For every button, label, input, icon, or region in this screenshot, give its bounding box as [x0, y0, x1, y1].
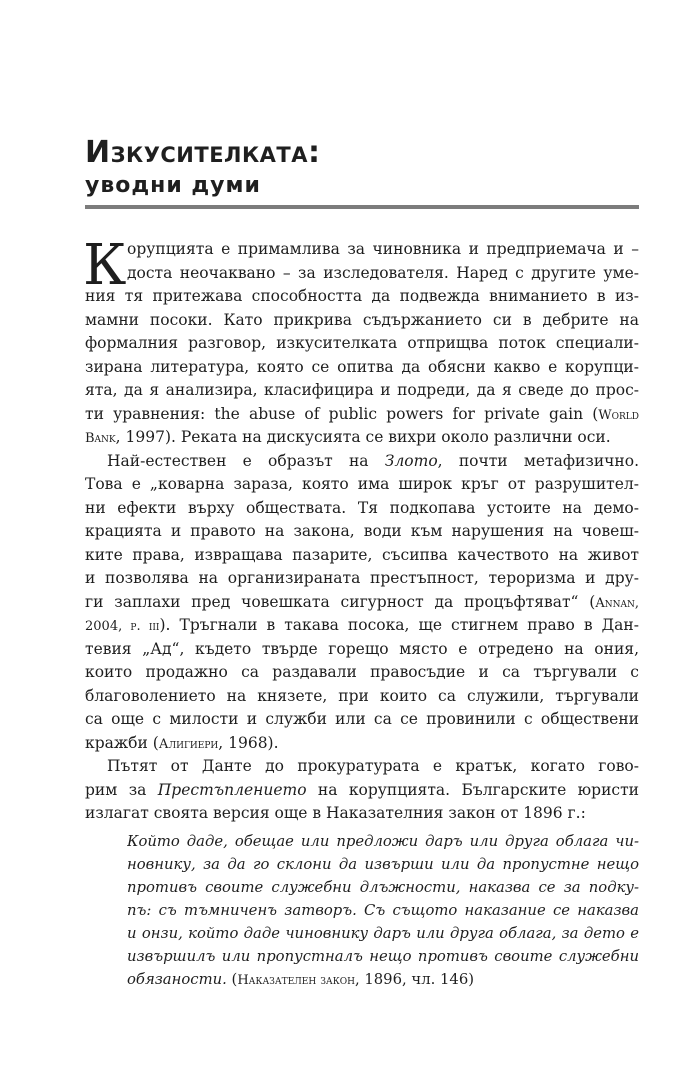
chapter-heading: [85, 134, 639, 209]
text-line: излагат своята версия още в Наказателния закон от 1896 г.:: [85, 804, 586, 822]
text-line: [85, 614, 639, 638]
chapter-title: Изкусителката:: [85, 135, 321, 170]
emphasis-text: обязаности.: [127, 970, 227, 988]
body-text: [83, 233, 639, 991]
line-text: рим за: [85, 780, 158, 799]
line-text: , 1997). Реката на дискусията се вихри около различни оси.: [115, 428, 611, 446]
line-text: , 1968).: [218, 733, 279, 752]
paragraph-3: [85, 755, 639, 826]
text-line: [85, 403, 639, 427]
text-line: доста неочаквано – за изследователя. Наред с другите уме-: [127, 263, 639, 282]
paragraph-2: [85, 450, 639, 756]
text-line: които продажно са раздавали правосъдие и са търгували с: [85, 663, 639, 681]
emphasis-text: Злото: [384, 451, 438, 470]
text-line: тевия „Ад“, където твърде горещо място е отредено на ония,: [85, 639, 639, 658]
text-line: мамни посоки. Като прикрива съдържанието си в дебрите на: [85, 310, 639, 329]
quote-line: и онзи, който даде чиновнику даръ или друга облага, за дето е: [127, 924, 639, 942]
text-line: ния тя притежава способността да подвежда вниманието в из-: [85, 287, 639, 305]
line-text: ти уравнения: the abuse of public powers for private gain (: [85, 404, 599, 423]
drop-cap: К: [83, 233, 127, 298]
line-text: ги заплахи пред човешката сигурност да процъфтяват“ (: [85, 592, 596, 611]
text-line: благоволението на князете, при които са служили, търгували: [85, 686, 639, 705]
line-text: ). Тръгнали в такава посока, ще стигнем право в Дан-: [159, 616, 639, 634]
text-line: Пътят от Данте до прокуратурата е кратък, когато гово-: [107, 757, 639, 775]
text-line: са още с милости и служби или са се провинили с обществени: [85, 710, 639, 728]
paragraph-1: [83, 233, 639, 450]
citation-author: Annan,: [595, 595, 639, 611]
line-text: , почти метафизично.: [437, 451, 639, 470]
text-line: формалния разговор, изкусителката отприщва поток специали-: [85, 334, 639, 352]
citation-author: World: [598, 407, 639, 423]
text-line: Това е „коварна зараза, която има широк кръг от разрушител-: [85, 475, 639, 493]
quote-line: новнику, за да го склони да извърши или да пропустне нещо: [127, 855, 639, 873]
text-line: ни ефекти върху обществата. Тя подкопава устоите на демо-: [85, 498, 639, 517]
text-line: ките права, изврaщава пазарите, съсипва качеството на живот: [85, 545, 639, 564]
emphasis-text: Престъплението: [157, 780, 307, 799]
text-line: [85, 591, 639, 615]
citation-ref: 2004, p. iii: [85, 619, 160, 634]
quote-line: Който даде, обещае или предложи даръ или друга облага чи-: [127, 832, 639, 850]
text-line: [85, 779, 639, 803]
line-text: Най-естествен е образът на: [107, 451, 385, 470]
citation-author: Bank: [85, 431, 116, 446]
text-line: [85, 450, 639, 474]
text-line: [85, 732, 639, 756]
block-quote: [127, 830, 639, 991]
quote-line: пъ: съ тъмниченъ затворъ. Съ същото наказание се наказва: [127, 901, 639, 919]
line-text: кражби (: [85, 733, 159, 752]
text-line: ята, да я анализира, класифицира и подреди, да я сведе до прос-: [85, 381, 639, 399]
text-line: и позволява на организираната престъпност, тероризма и дру-: [85, 569, 639, 587]
text-line: [85, 426, 639, 450]
text-line: крацията и правото на закона, води към нарушения на човеш-: [85, 522, 639, 540]
quote-line: извършилъ или пропустналъ нещо противъ своите служебни: [127, 947, 639, 965]
chapter-subtitle: уводни думи: [85, 173, 261, 198]
line-text: , 1896, чл. 146): [354, 970, 475, 988]
text-line: орупцията е примамлива за чиновника и предприемача и –: [127, 240, 639, 258]
citation-author: Алигиери: [158, 736, 219, 752]
line-text: на корупцията. Българските юристи: [306, 780, 639, 799]
citation-source: Наказателен закон: [237, 972, 355, 988]
heading-rule: [85, 205, 639, 209]
line-text: (: [226, 970, 238, 988]
quote-line: противъ своите служебни длъжности, наказва се за подку-: [127, 878, 639, 896]
text-line: зирана литература, която се опитва да обясни какво е корупци-: [85, 357, 639, 376]
quote-line: [127, 968, 639, 991]
